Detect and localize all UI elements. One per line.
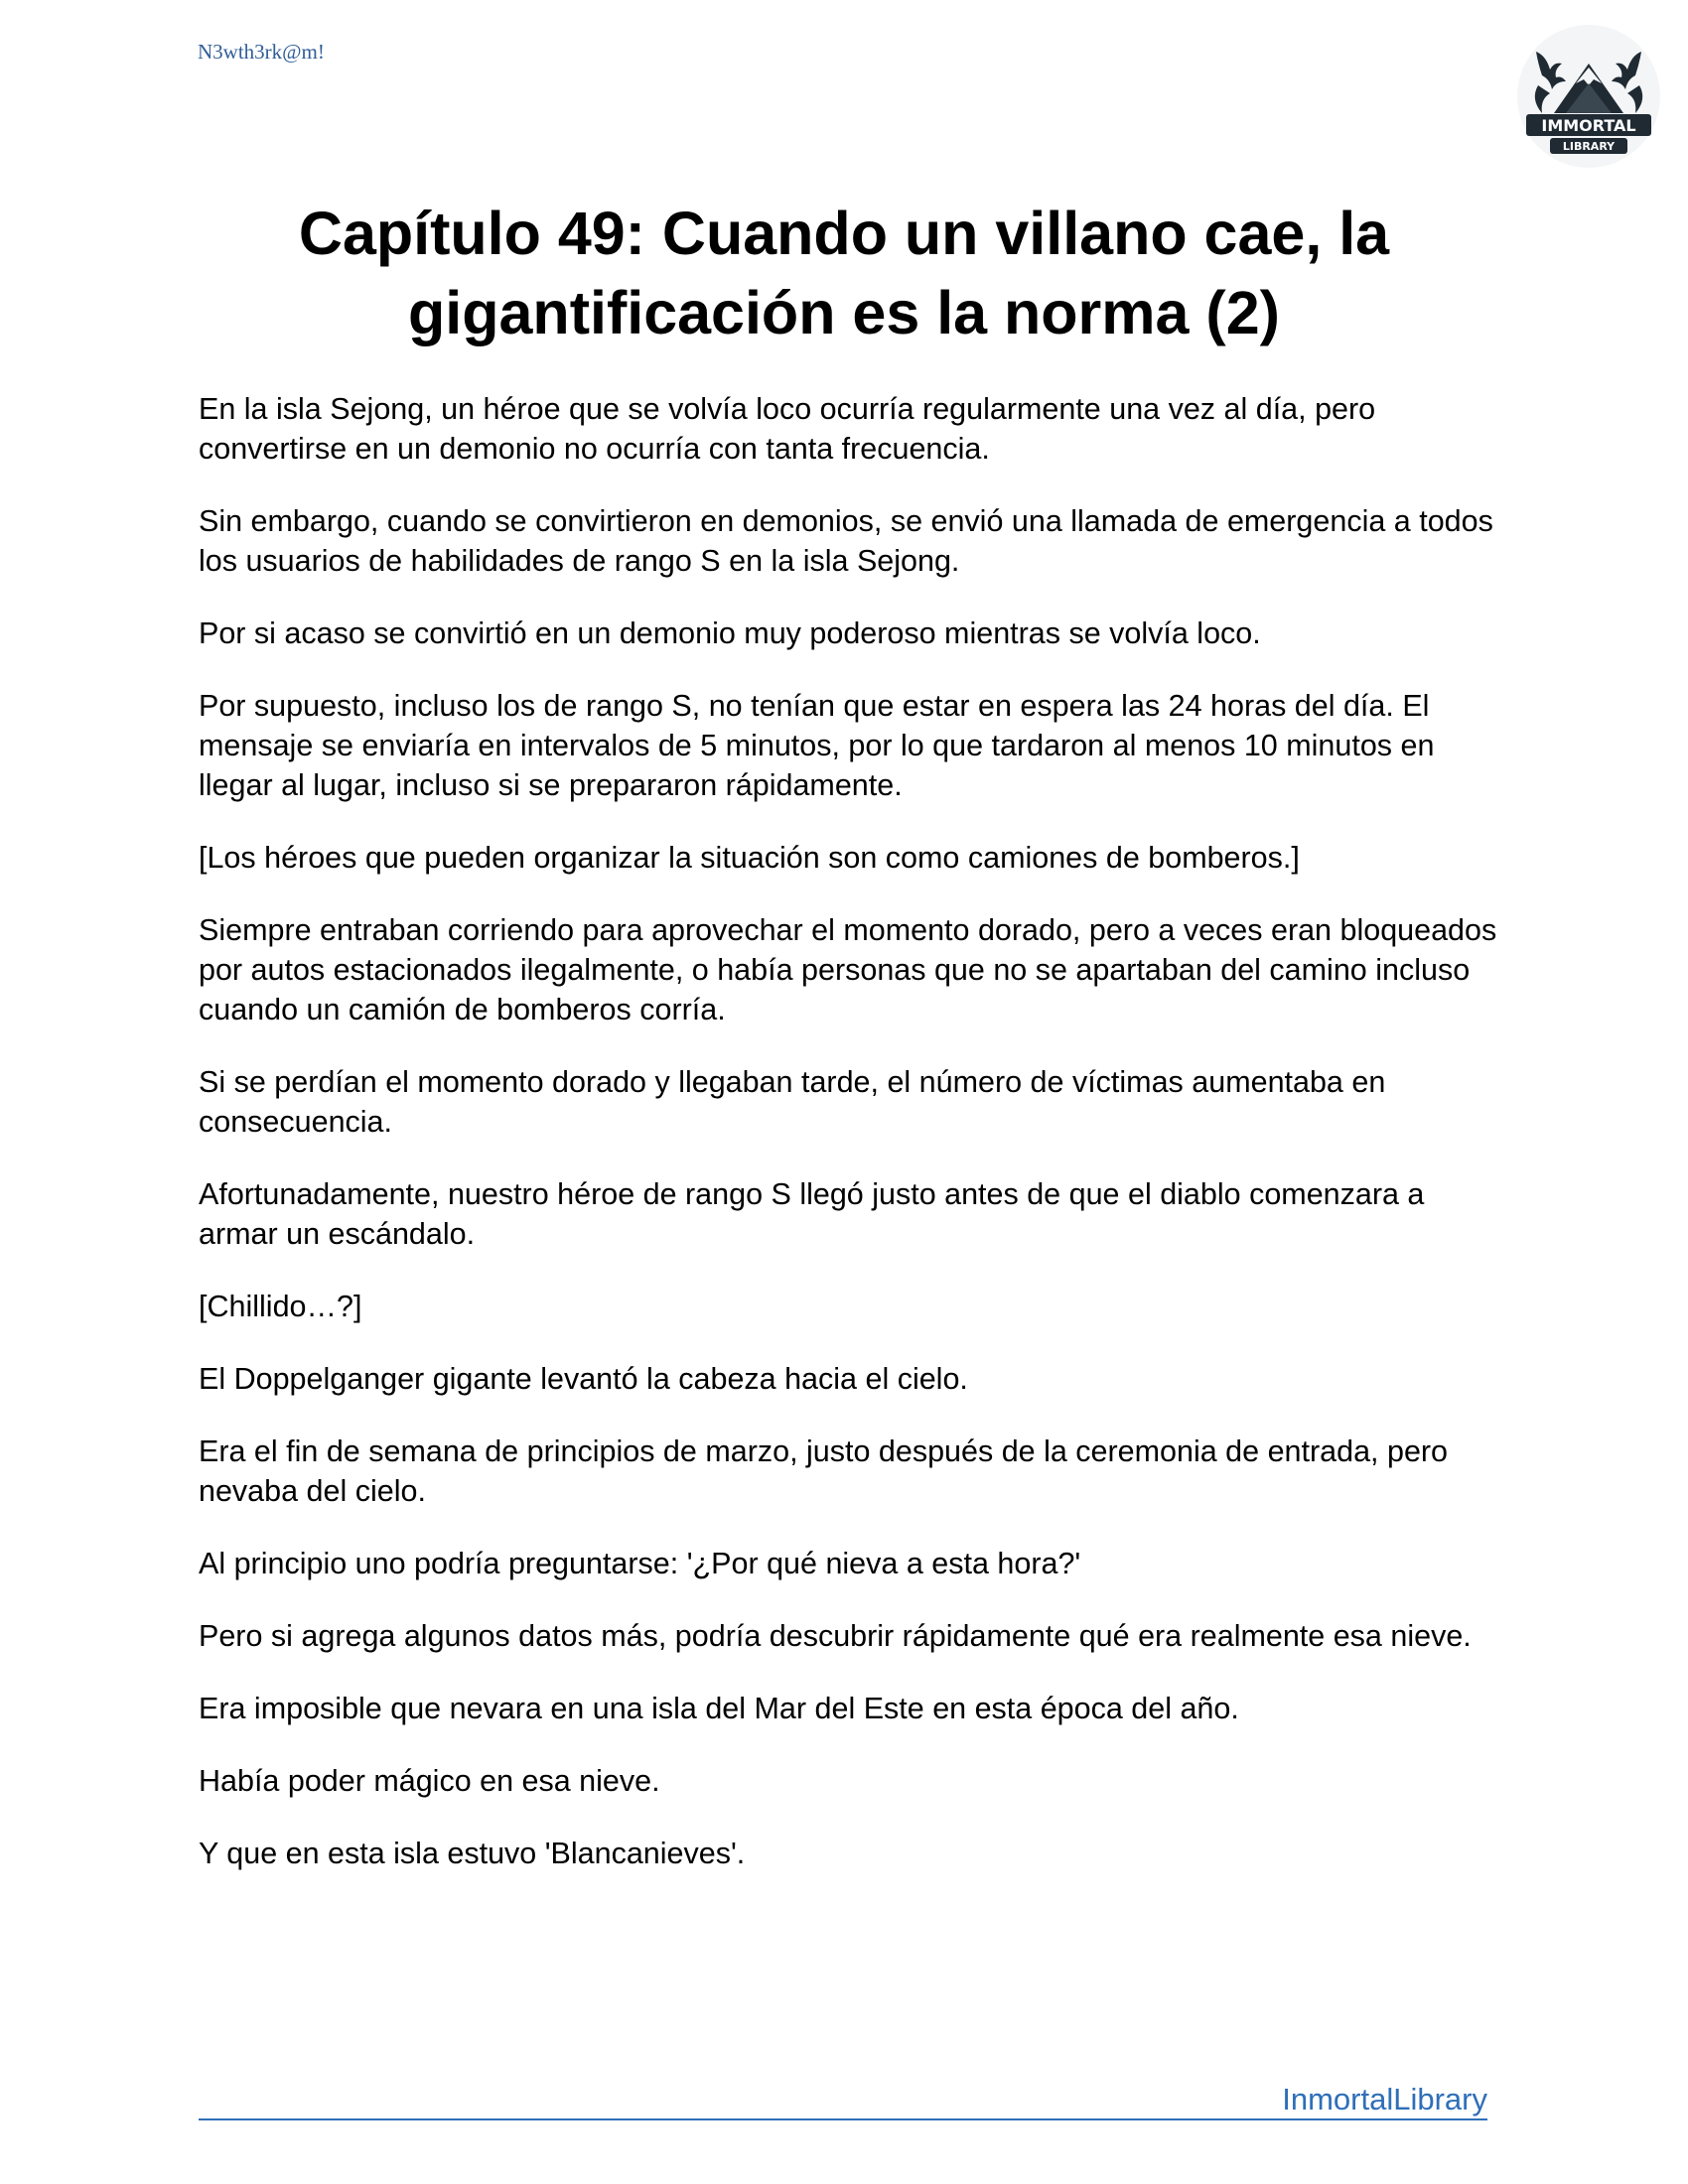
logo-text-line2: LIBRARY bbox=[1562, 140, 1616, 153]
paragraph: Era imposible que nevara en una isla del Mar del Este en esta época del año. bbox=[199, 1692, 1239, 1725]
footer-library-link[interactable]: InmortalLibrary bbox=[1282, 2082, 1487, 2116]
paragraph: Era el fin de semana de principios de marzo, justo después de la ceremonia de entrada, pero nevaba del cielo. bbox=[199, 1434, 1449, 1508]
paragraph: El Doppelganger gigante levantó la cabeza hacia el cielo. bbox=[199, 1362, 968, 1396]
paragraph: Afortunadamente, nuestro héroe de rango S llegó justo antes de que el diablo comenzara a armar un escándalo. bbox=[199, 1177, 1425, 1251]
chapter-body bbox=[199, 389, 1499, 1906]
logo-emblem-icon bbox=[1514, 22, 1663, 171]
footer-divider bbox=[199, 2118, 1487, 2120]
paragraph: Había poder mágico en esa nieve. bbox=[199, 1764, 660, 1798]
paragraph: Y que en esta isla estuvo 'Blancanieves'. bbox=[199, 1837, 746, 1870]
paragraph: Si se perdían el momento dorado y llegaban tarde, el número de víctimas aumentaba en consecuencia. bbox=[199, 1065, 1386, 1139]
paragraph: [Chillido…?] bbox=[199, 1290, 362, 1323]
paragraph: Al principio uno podría preguntarse: '¿Por qué nieva a esta hora?' bbox=[199, 1547, 1081, 1580]
paragraph: Por si acaso se convirtió en un demonio muy poderoso mientras se volvía loco. bbox=[199, 616, 1261, 650]
paragraph: Pero si agrega algunos datos más, podría descubrir rápidamente qué era realmente esa nieve. bbox=[199, 1619, 1472, 1653]
paragraph: Sin embargo, cuando se convirtieron en demonios, se envió una llamada de emergencia a todos los usuarios de habilidades de rango S en la isla Sejong. bbox=[199, 504, 1493, 578]
paragraph: [Los héroes que pueden organizar la situación son como camiones de bomberos.] bbox=[199, 841, 1300, 875]
paragraph: En la isla Sejong, un héroe que se volvía loco ocurría regularmente una vez al día, pero convertirse en un demonio no ocurría con tanta frecuencia. bbox=[199, 392, 1376, 466]
logo-text-line1: IMMORTAL bbox=[1541, 116, 1636, 135]
paragraph: Siempre entraban corriendo para aprovechar el momento dorado, pero a veces eran bloqueados por autos estacionados ilegalmente, o había personas que no se apartaban del camino incluso cuando un camión de bomberos corría. bbox=[199, 913, 1497, 1026]
immortal-library-logo bbox=[1514, 22, 1663, 171]
paragraph: Por supuesto, incluso los de rango S, no tenían que estar en espera las 24 horas del día. El mensaje se enviaría en intervalos de 5 minutos, por lo que tardaron al menos 10 minutos en llegar al lugar, incluso si se prepararon rápidamente. bbox=[199, 689, 1435, 802]
header-watermark-text: N3wth3rk@m! bbox=[198, 40, 325, 64]
chapter-title: Capítulo 49: Cuando un villano cae, la gigantificación es la norma (2) bbox=[298, 200, 1390, 346]
